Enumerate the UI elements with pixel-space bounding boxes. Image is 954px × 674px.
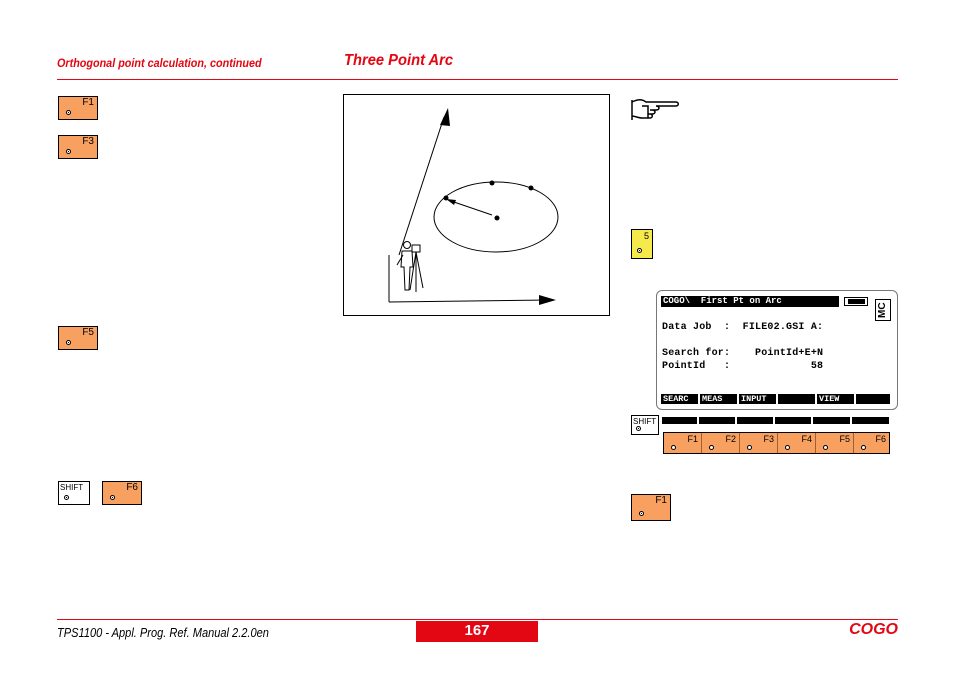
numeric-key-5[interactable]: 5 [631, 229, 653, 259]
section-heading: Orthogonal point calculation, continued [57, 56, 262, 70]
f1-key-right[interactable]: F1 [631, 494, 671, 521]
softkey-bar-5 [813, 417, 850, 424]
three-point-arc-figure [343, 94, 610, 316]
f5-key[interactable]: F5 [58, 326, 98, 350]
page-title: Three Point Arc [344, 52, 454, 69]
softkey-bar-4 [775, 417, 811, 424]
x-axis-line [389, 300, 549, 302]
pointing-hand-icon [630, 96, 680, 129]
key-dot-icon [66, 110, 71, 115]
arc-diagram [344, 95, 609, 315]
shift-key-right[interactable]: SHIFT [631, 415, 659, 435]
function-key-row [663, 432, 890, 454]
shift-key[interactable]: SHIFT [58, 481, 90, 505]
battery-icon [844, 297, 868, 306]
key-dot-icon [709, 445, 714, 450]
key-dot-icon [66, 340, 71, 345]
softkey-bar-3 [737, 417, 773, 424]
softkey-empty-6[interactable] [856, 394, 890, 404]
key-dot-icon [861, 445, 866, 450]
softkey-bar-1 [662, 417, 697, 424]
key-dot-icon [639, 511, 644, 516]
key-dot-icon [110, 495, 115, 500]
search-for-line: Search for: PointId+E+N [662, 348, 824, 359]
f1-key[interactable]: F1 [58, 96, 98, 120]
direction-line [399, 117, 444, 255]
softkey-bar-2 [699, 417, 735, 424]
key-dot-icon [64, 495, 69, 500]
key-dot-icon [823, 445, 828, 450]
radius-line [451, 201, 492, 215]
data-job-line: Data Job : FILE02.GSI A: [662, 322, 824, 333]
fkey-f5[interactable]: F5 [816, 433, 854, 453]
mode-badge: MC [875, 299, 891, 321]
fkey-f1[interactable]: F1 [664, 433, 702, 453]
key-dot-icon [66, 149, 71, 154]
page-number: 167 [416, 621, 538, 642]
fkey-f6[interactable]: F6 [854, 433, 889, 453]
softkey-bar-6 [852, 417, 889, 424]
instrument-display [656, 290, 898, 410]
fkey-f4[interactable]: F4 [778, 433, 816, 453]
key-dot-icon [747, 445, 752, 450]
softkey-input[interactable]: INPUT [739, 394, 776, 404]
fkey-f2[interactable]: F2 [702, 433, 740, 453]
display-title: COGO\ First Pt on Arc [661, 296, 839, 307]
footer-rule [57, 619, 898, 620]
softkey-meas[interactable]: MEAS [700, 394, 737, 404]
key-dot-icon [785, 445, 790, 450]
radius-arrow-icon [446, 199, 456, 205]
key-dot-icon [636, 426, 641, 431]
arc-point-1 [490, 181, 495, 186]
f3-key[interactable]: F3 [58, 135, 98, 159]
x-axis-arrow-icon [539, 295, 556, 305]
chapter-title: COGO [849, 621, 898, 638]
softkey-empty-4[interactable] [778, 394, 815, 404]
fkey-f3[interactable]: F3 [740, 433, 778, 453]
arc-point-2 [529, 186, 534, 191]
f6-key[interactable]: F6 [102, 481, 142, 505]
key-dot-icon [671, 445, 676, 450]
direction-arrow-icon [440, 108, 450, 126]
softkey-search[interactable]: SEARC [661, 394, 698, 404]
key-dot-icon [637, 248, 642, 253]
header-rule [57, 79, 898, 80]
manual-title: TPS1100 - Appl. Prog. Ref. Manual 2.2.0en [57, 625, 269, 640]
point-id-line[interactable]: PointId : 58 [662, 361, 824, 372]
softkey-view[interactable]: VIEW [817, 394, 854, 404]
arc-center-point [495, 216, 500, 221]
